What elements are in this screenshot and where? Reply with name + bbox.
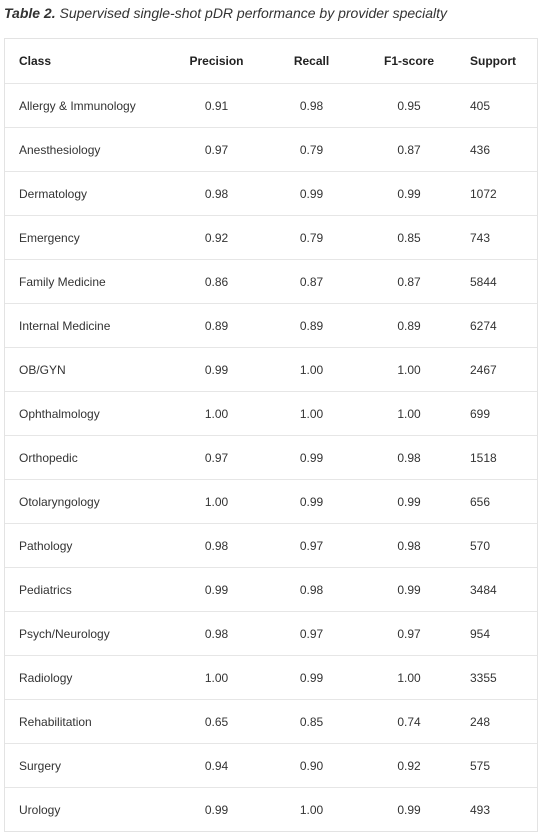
cell-class: Surgery: [5, 744, 174, 788]
cell-support: 743: [454, 216, 537, 260]
cell-support: 436: [454, 128, 537, 172]
table-caption-label: Table 2.: [4, 5, 56, 21]
cell-recall: 0.99: [259, 436, 364, 480]
cell-f1-score: 0.85: [364, 216, 454, 260]
cell-precision: 0.94: [174, 744, 259, 788]
cell-f1-score: 0.87: [364, 128, 454, 172]
cell-support: 3484: [454, 568, 537, 612]
cell-class: Psych/Neurology: [5, 612, 174, 656]
cell-recall: 0.99: [259, 656, 364, 700]
cell-recall: 0.97: [259, 612, 364, 656]
cell-recall: 0.89: [259, 304, 364, 348]
cell-support: 5844: [454, 260, 537, 304]
cell-support: 1518: [454, 436, 537, 480]
performance-table: [5, 39, 537, 831]
header-class: Class: [5, 39, 174, 84]
table-row: [5, 436, 537, 480]
cell-precision: 0.86: [174, 260, 259, 304]
cell-f1-score: 0.99: [397, 802, 421, 817]
cell-support: 699: [454, 392, 537, 436]
cell-f1-score: 1.00: [364, 348, 454, 392]
cell-class: Urology: [19, 802, 61, 817]
table-row: [5, 260, 537, 304]
table-row: [5, 612, 537, 656]
cell-class: Family Medicine: [5, 260, 174, 304]
cell-f1-score: 0.74: [364, 700, 454, 744]
cell-class: Dermatology: [5, 172, 174, 216]
cell-recall: 0.99: [259, 172, 364, 216]
cell-recall: 0.98: [259, 84, 364, 128]
table-row: [5, 392, 537, 436]
cell-f1-score: 0.92: [364, 744, 454, 788]
cell-support: 405: [454, 84, 537, 128]
cell-support: 3355: [454, 656, 537, 700]
table-header-row: [5, 39, 537, 84]
table-caption-text: Supervised single-shot pDR performance by provider specialty: [59, 5, 448, 21]
cell-precision: 0.99: [174, 568, 259, 612]
table-row: [5, 480, 537, 524]
cell-recall: 0.98: [259, 568, 364, 612]
cell-precision: 0.97: [174, 436, 259, 480]
cell-f1-score: 1.00: [364, 392, 454, 436]
cell-class: Anesthesiology: [5, 128, 174, 172]
cell-support: 6274: [454, 304, 537, 348]
cell-f1-score: 0.99: [364, 568, 454, 612]
cell-class: Pediatrics: [5, 568, 174, 612]
cell-f1-score: 0.87: [364, 260, 454, 304]
cell-class: Rehabilitation: [5, 700, 174, 744]
cell-support: 575: [454, 744, 537, 788]
cell-recall: 1.00: [259, 348, 364, 392]
cell-precision: 0.97: [174, 128, 259, 172]
cell-support: 493: [470, 802, 491, 817]
cell-class: Ophthalmology: [5, 392, 174, 436]
cell-precision: 1.00: [174, 656, 259, 700]
table-row: [5, 84, 537, 128]
cell-support: 2467: [454, 348, 537, 392]
table-caption: [4, 3, 447, 23]
cell-recall: 0.87: [259, 260, 364, 304]
cell-class: Pathology: [5, 524, 174, 568]
cell-precision: 1.00: [174, 392, 259, 436]
cell-class: OB/GYN: [5, 348, 174, 392]
cell-support: 954: [454, 612, 537, 656]
cell-precision: 0.65: [174, 700, 259, 744]
header-f1-score: F1-score: [364, 39, 454, 84]
cell-precision: 0.98: [174, 524, 259, 568]
header-support: Support: [454, 39, 537, 84]
cell-class: Radiology: [5, 656, 174, 700]
cell-f1-score: 0.98: [364, 524, 454, 568]
cell-precision: 0.98: [174, 172, 259, 216]
table-body: [5, 84, 537, 832]
cell-class: Emergency: [5, 216, 174, 260]
cell-support: 248: [454, 700, 537, 744]
cell-support: 656: [454, 480, 537, 524]
cell-class: Orthopedic: [5, 436, 174, 480]
cell-recall: 0.79: [259, 128, 364, 172]
table-row: [5, 348, 537, 392]
cell-precision: 0.91: [174, 84, 259, 128]
cell-f1-score: 1.00: [364, 656, 454, 700]
table-row: [5, 656, 537, 700]
cell-recall: 0.90: [259, 744, 364, 788]
cell-f1-score: 0.95: [364, 84, 454, 128]
cell-support: 570: [454, 524, 537, 568]
table-row: [5, 216, 537, 260]
cell-recall: 0.97: [259, 524, 364, 568]
header-precision: Precision: [174, 39, 259, 84]
cell-precision: 0.89: [174, 304, 259, 348]
table-row: [5, 788, 537, 832]
table-row: [5, 568, 537, 612]
cell-recall: 0.85: [259, 700, 364, 744]
cell-f1-score: 0.89: [364, 304, 454, 348]
cell-support: 1072: [454, 172, 537, 216]
performance-table-container: [4, 38, 538, 832]
cell-class: Otolaryngology: [5, 480, 174, 524]
cell-recall: 1.00: [259, 392, 364, 436]
cell-precision: 0.99: [174, 348, 259, 392]
cell-recall: 0.99: [259, 480, 364, 524]
cell-precision: 0.99: [204, 802, 229, 817]
cell-recall: 1.00: [299, 802, 324, 817]
table-row: [5, 128, 537, 172]
table-row: [5, 304, 537, 348]
cell-recall: 0.79: [259, 216, 364, 260]
cell-f1-score: 0.99: [364, 480, 454, 524]
table-row: [5, 744, 537, 788]
cell-class: Internal Medicine: [5, 304, 174, 348]
cell-precision: 1.00: [174, 480, 259, 524]
table-row: [5, 524, 537, 568]
cell-class: Allergy & Immunology: [5, 84, 174, 128]
cell-f1-score: 0.99: [364, 172, 454, 216]
cell-precision: 0.98: [174, 612, 259, 656]
header-recall: Recall: [259, 39, 364, 84]
table-row: [5, 172, 537, 216]
cell-f1-score: 0.98: [364, 436, 454, 480]
cell-precision: 0.92: [174, 216, 259, 260]
cell-f1-score: 0.97: [364, 612, 454, 656]
table-row: [5, 700, 537, 744]
